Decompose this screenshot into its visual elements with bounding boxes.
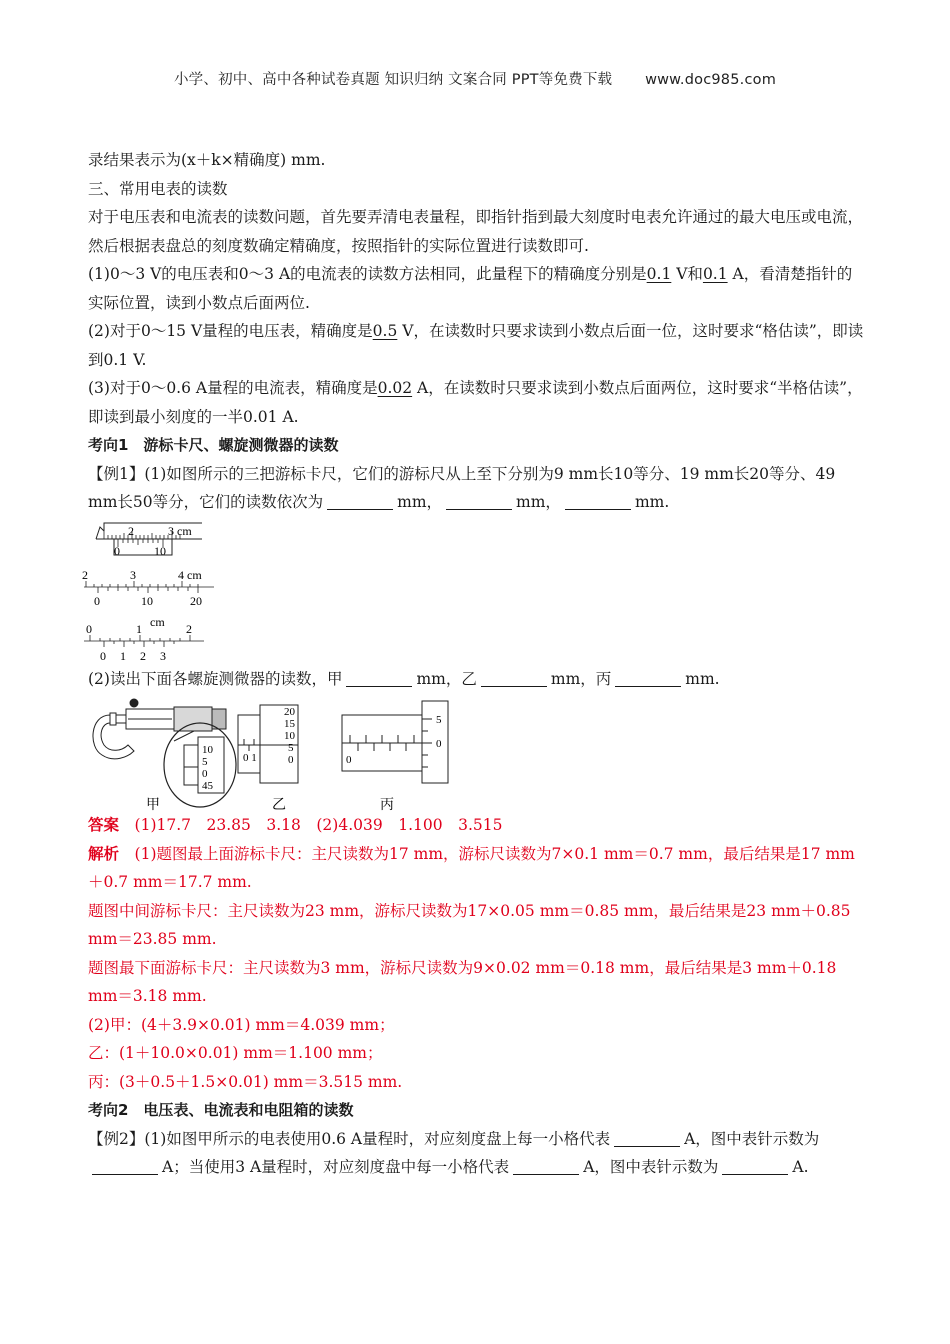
caliper-2-main-label: 3	[130, 567, 136, 582]
answer-blank[interactable]	[513, 1156, 579, 1175]
micrometer-jia-tick: 5	[202, 756, 208, 768]
caliper-3-vernier-label: 3	[160, 648, 166, 663]
example-2-question: 【例2】(1)如图甲所示的电表使用0.6 A量程时，对应刻度盘上每一小格代表 A，图中表针示数为A；当使用3 A量程时，对应刻度盘中每一小格代表 A，图中表针示数为 A.	[88, 1129, 820, 1176]
micrometer-yi-tick: 20	[284, 706, 295, 718]
micrometer-yi-tick: 5	[288, 742, 294, 754]
micrometer-jia	[93, 699, 236, 807]
item-3: (3)对于0～0.6 A量程的电流表，精确度是0.02 A，在读数时只要求读到小数点后面两位，这时要求“半格估读”，即读到最小刻度的一半0.01 A.	[88, 379, 863, 426]
analysis-line-6: 丙：(3＋0.5＋1.5×0.01) mm＝3.515 mm.	[88, 1072, 403, 1091]
item-1: (1)0～3 V的电压表和0～3 A的电流表的读数方法相同，此量程下的精确度分别是0.1 V和0.1 A，看清楚指针的实际位置，读到小数点后面两位.	[88, 265, 853, 312]
answer-blank[interactable]	[614, 1128, 680, 1147]
answer-text: (1)17.7 23.85 3.18 (2)4.039 1.100 3.515	[134, 816, 503, 834]
analysis-line-1: 解析 (1)题图最上面游标卡尺：主尺读数为17 mm，游标尺读数为7×0.1 mm＝0.7 mm，最后结果是17 mm＋0.7 mm＝17.7 mm.	[88, 844, 855, 891]
micrometers-figure	[88, 693, 864, 811]
example-1-question-2: (2)读出下面各螺旋测微器的读数，甲 mm，乙 mm，丙 mm.	[88, 669, 720, 688]
micrometer-yi-caption: 乙	[272, 798, 286, 813]
analysis-line-2: 题图中间游标卡尺：主尺读数为23 mm，游标尺读数为17×0.05 mm＝0.85 mm，最后结果是23 mm＋0.85 mm＝23.85 mm.	[88, 901, 851, 948]
header-site-link[interactable]: www.doc985.com	[645, 72, 777, 88]
caliper-1-vernier-label: 0	[114, 543, 120, 558]
vernier-calipers-figure	[82, 517, 864, 665]
topic-2-title: 考向2 电压表、电流表和电阻箱的读数	[88, 1101, 354, 1119]
caliper-3	[84, 635, 204, 647]
answer-blank[interactable]	[481, 668, 547, 687]
vernier-calipers-drawing	[84, 517, 244, 665]
analysis-line-5: 乙：(1＋10.0×0.01) mm＝1.100 mm；	[88, 1044, 383, 1062]
caliper-3-main-label: 0	[86, 621, 92, 636]
answer-blank[interactable]	[446, 491, 512, 510]
document-body	[82, 146, 864, 1182]
analysis-line-4: (2)甲：(4＋3.9×0.01) mm＝4.039 mm；	[88, 1015, 395, 1034]
analysis-label: 解析	[88, 844, 120, 863]
answer-blank[interactable]	[327, 491, 393, 510]
answer-blank[interactable]	[92, 1156, 158, 1175]
answer-line	[88, 811, 864, 840]
micrometer-jia-tick: 45	[202, 780, 213, 792]
caliper-1-main-label: 3 cm	[168, 523, 192, 538]
analysis-line-3: 题图最下面游标卡尺：主尺读数为3 mm，游标尺读数为9×0.02 mm＝0.18 mm，最后结果是3 mm＋0.18 mm＝3.18 mm.	[88, 958, 837, 1005]
intro-line: 录结果表示为(x＋k×精确度) mm.	[88, 151, 326, 169]
micrometer-bing-main: 0	[346, 754, 352, 766]
micrometer-yi-tick: 10	[284, 730, 295, 742]
caliper-1-vernier-label: 10	[154, 543, 166, 558]
item-2-value: 0.5	[372, 322, 398, 340]
answer-blank[interactable]	[615, 668, 681, 687]
item-1-value-a: 0.1	[702, 265, 728, 283]
caliper-3-vernier-label: 0	[100, 648, 106, 663]
caliper-2	[84, 581, 214, 593]
micrometer-jia-tick: 0	[202, 768, 208, 780]
answer-blank[interactable]	[346, 668, 412, 687]
micrometer-yi-tick: 15	[284, 718, 295, 730]
micrometer-jia-caption: 甲	[146, 798, 160, 813]
example-1-question-1: 【例1】(1)如图所示的三把游标卡尺，它们的游标尺从上至下分别为9 mm长10等分、19 mm长20等分、49 mm长50等分，它们的读数依次为 mm， mm， mm.	[88, 464, 836, 511]
section-3-title: 三、常用电表的读数	[88, 179, 228, 198]
caliper-2-main-label: 4 cm	[178, 567, 202, 582]
item-2: (2)对于0～15 V量程的电压表，精确度是0.5 V，在读数时只要求读到小数点后面一位，这时要求“格估读”，即读到0.1 V.	[88, 322, 864, 369]
caliper-3-main-label: cm	[150, 614, 165, 629]
answer-label: 答案	[88, 816, 120, 834]
caliper-3-main-label: 1	[136, 621, 142, 636]
intro-paragraph: 对于电压表和电流表的读数问题，首先要弄清电表量程，即指针指到最大刻度时电表允许通过的最大电压或电流，然后根据表盘总的刻度数确定精确度，按照指针的实际位置进行读数即可.	[88, 208, 864, 255]
caliper-2-vernier-label: 20	[190, 593, 202, 608]
micrometer-bing	[342, 701, 448, 783]
topic-1-title: 考向1 游标卡尺、螺旋测微器的读数	[88, 436, 339, 454]
item-3-value: 0.02	[377, 379, 413, 397]
micrometer-yi-main: 0 1	[243, 752, 257, 764]
answer-blank[interactable]	[722, 1156, 788, 1175]
caliper-3-vernier-label: 2	[140, 648, 146, 663]
caliper-2-vernier-label: 10	[141, 593, 153, 608]
caliper-1-main-label: 2	[128, 523, 134, 538]
answer-blank[interactable]	[565, 491, 631, 510]
item-1-value-v: 0.1	[646, 265, 672, 283]
caliper-3-main-label: 2	[186, 621, 192, 636]
page-header	[0, 68, 950, 89]
micrometers-drawing	[88, 695, 468, 813]
caliper-2-vernier-label: 0	[94, 593, 100, 608]
micrometer-bing-caption: 丙	[380, 798, 394, 813]
caliper-3-vernier-label: 1	[120, 648, 126, 663]
micrometer-bing-tick: 0	[436, 738, 442, 750]
caliper-2-main-label: 2	[82, 567, 88, 582]
micrometer-yi-tick: 0	[288, 754, 294, 766]
header-text: 小学、初中、高中各种试卷真题 知识归纳 文案合同 PPT等免费下载	[173, 72, 613, 88]
micrometer-jia-tick: 10	[202, 744, 213, 756]
micrometer-bing-tick: 5	[436, 714, 442, 726]
